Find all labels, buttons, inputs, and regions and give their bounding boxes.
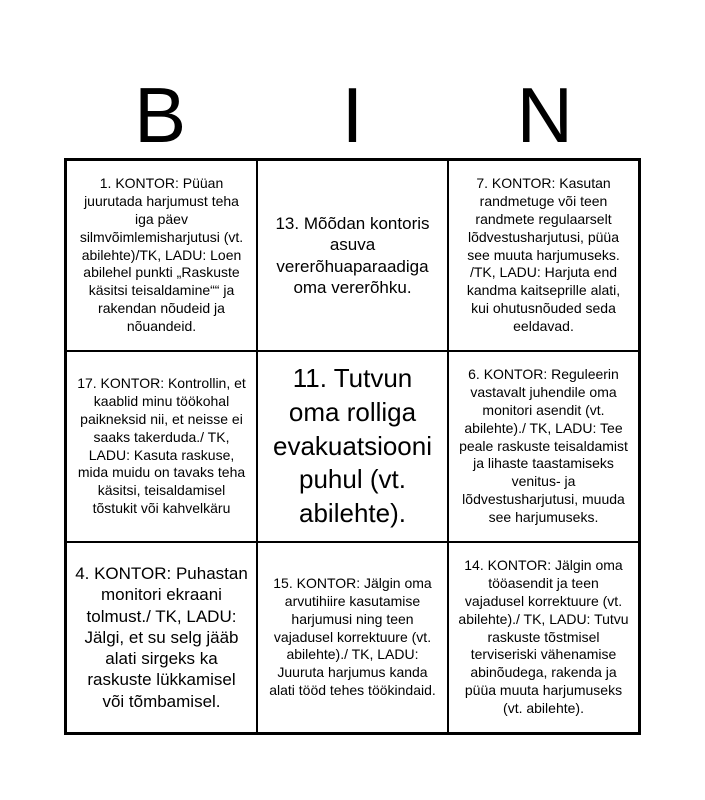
bingo-cell-2[interactable] xyxy=(257,160,448,351)
bingo-cell-text: 1. KONTOR: Püüan juurutada harjumust teha iga päev silmvõimlemisharjutusi (vt. abilehte)/TK, LADU: Loen abilehel punkti „Raskuste käsitsi teisaldamine““ ja rakendan nõudeid ja nõuandeid. xyxy=(79,174,244,335)
header-letter-i: I xyxy=(341,71,364,159)
bingo-cell-text: 7. KONTOR: Kasutan randmetuge või teen randmete regulaarselt lõdvestusharjutusi, püüa see muuta harjumuseks. /TK, LADU: Harjuta end kandma kaitseprille alati, kui ohutusnõuded seda eeldavad. xyxy=(466,174,621,335)
bingo-cell-text: 14. KONTOR: Jälgin oma tööasendit ja teen vajadusel korrektuure (vt. abilehte)./ TK, LADU: Tutvu raskuste tõstmisel terviseriski vähenamise abinõudega, rakenda ja püüa muuta harjumuseks (vt. abilehte). xyxy=(458,556,629,717)
bingo-cell-9[interactable] xyxy=(448,542,639,733)
bingo-cell-text: 6. KONTOR: Reguleerin vastavalt juhendile oma monitori asendit (vt. abilehte)./ TK, LADU: Tee peale raskuste teisaldamist ja lihaste taastamiseks venitus- ja lõdvestusharjutusi, muuda see harjumuseks. xyxy=(459,365,628,526)
bingo-cell-text: 11. Tutvun oma rolliga evakuatsiooni puhul (vt. abilehte). xyxy=(273,363,432,529)
bingo-cell-7[interactable] xyxy=(66,542,257,733)
bingo-cell-4[interactable] xyxy=(66,351,257,542)
bingo-cell-text: 15. KONTOR: Jälgin oma arvutihiire kasutamise harjumusi ning teen vajadusel korrektuure (vt. abilehte)./ TK, LADU: Juuruta harjumus kanda alati tööd tehes töökindaid. xyxy=(269,574,436,699)
bingo-cell-text: 17. KONTOR: Kontrollin, et kaablid minu töökohal paikneksid nii, et neisse ei saaks takerduda./ TK, LADU: Kasuta raskuse, mida muidu on tavaks teha käsitsi, teisaldamisel tõstukit või kahvelkäru xyxy=(77,374,246,517)
bingo-cell-text: 13. Mõõdan kontoris asuva vererõhuaparaadiga oma vererõhku. xyxy=(275,214,430,297)
bingo-cell-6[interactable] xyxy=(448,351,639,542)
bingo-cell-8[interactable] xyxy=(257,542,448,733)
header-letter-b: B xyxy=(134,71,187,159)
bingo-header xyxy=(64,70,641,160)
bingo-board xyxy=(64,158,641,735)
header-letter-n: N xyxy=(516,71,573,159)
bingo-cell-text: 4. KONTOR: Puhastan monitori ekraani tolmust./ TK, LADU: Jälgi, et su selg jääb alati sirgeks ka raskuste lükkamisel või tõmbamisel. xyxy=(75,564,248,711)
bingo-cell-3[interactable] xyxy=(448,160,639,351)
bingo-cell-5[interactable] xyxy=(257,351,448,542)
bingo-cell-1[interactable] xyxy=(66,160,257,351)
